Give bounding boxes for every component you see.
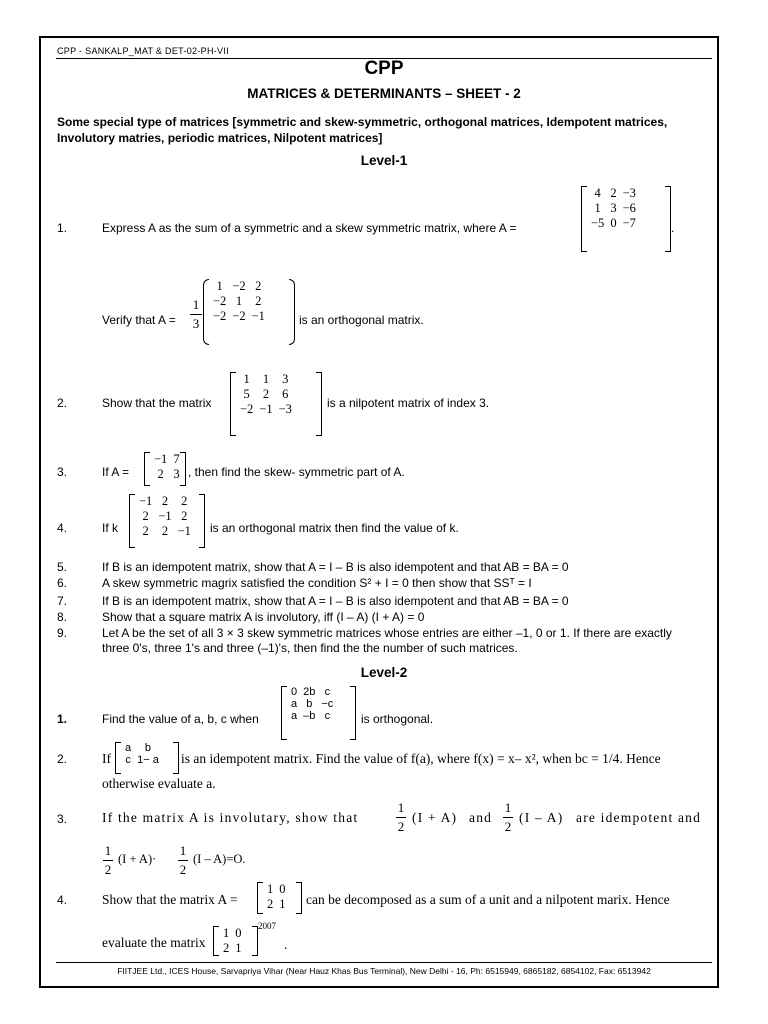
matrix-entry: 1 (279, 897, 286, 911)
question-text: If (102, 751, 111, 766)
matrix-entry: −5 (591, 216, 605, 230)
question-text-end: , then find the skew- symmetric part of A. (188, 465, 405, 479)
matrix-entry: 2 (157, 467, 164, 481)
matrix-entry: −1 (251, 309, 265, 323)
matrix-entry: 1− a (137, 754, 159, 766)
question-text: Find the value of a, b, c when (102, 712, 259, 726)
sheet-title: MATRICES & DETERMINANTS – SHEET - 2 (247, 86, 521, 101)
matrix (115, 742, 179, 774)
matrix-entry: 0 (235, 926, 242, 940)
question-number: 9. (57, 626, 68, 640)
question-number: 4. (57, 893, 68, 907)
matrix-entry: 3 (173, 467, 180, 481)
punctuation: . (284, 937, 288, 952)
matrix (144, 452, 186, 486)
matrix-entry: −2 (232, 309, 246, 323)
matrix-entry: −c (321, 698, 334, 710)
matrix-entry: c (324, 686, 331, 698)
matrix-entry: a (125, 742, 132, 754)
matrix (230, 372, 322, 436)
question-text-end: is orthogonal. (361, 712, 434, 726)
question-text: If B is an idempotent matrix, show that A = I – B is also idempotent and that AB = BA = 0 (102, 560, 569, 574)
matrix-entry: −2 (232, 279, 246, 293)
question-number: 4. (57, 521, 68, 535)
matrix-entry: 1 (235, 941, 242, 955)
conjunction: and (469, 810, 493, 825)
matrix-entry: 3 (610, 201, 617, 215)
question-text-end: is a nilpotent matrix of index 3. (327, 396, 490, 410)
matrix-entry: a (291, 710, 298, 722)
question-text: can be decomposed as a sum of a unit and a nilpotent marix. Hence (306, 892, 670, 907)
matrix-entry: −1 (139, 494, 153, 508)
matrix-entry: 2 (262, 387, 270, 401)
question-text-end: is an orthogonal matrix. (299, 313, 424, 327)
matrix-entry: −2 (213, 294, 227, 308)
matrix-entry: 0 (279, 882, 286, 896)
matrix-entry: −1 (154, 452, 168, 466)
matrix (203, 279, 295, 345)
matrix-entry: b (144, 742, 152, 754)
level-2-heading: Level-2 (360, 665, 408, 680)
question-number: 7. (57, 594, 68, 608)
matrix-entry: 2 (255, 279, 262, 293)
question-text: Verify that A = (102, 313, 176, 327)
question-text: If k (102, 521, 119, 535)
fraction: 1 3 (190, 297, 202, 332)
expression: (I – A) (519, 810, 564, 825)
matrix-entry: 2 (255, 294, 262, 308)
matrix-entry: 4 (594, 186, 601, 200)
matrix (213, 926, 258, 956)
matrix-entry: a (291, 698, 298, 710)
matrix-entry: −6 (622, 201, 636, 215)
matrix-entry: −1 (158, 509, 172, 523)
matrix-entry: 6 (282, 387, 289, 401)
question-text: Show that a square matrix A is involutory, iff (I – A) (I + A) = 0 (102, 610, 425, 624)
matrix (129, 494, 205, 548)
question-text: Show that the matrix A = (102, 892, 238, 907)
question-text: A skew symmetric magrix satisfied the condition S² + I = 0 then show that SSᵀ = I (102, 576, 532, 590)
matrix-entry: −2 (240, 402, 254, 416)
question-text: If the matrix A is involutary, show that (102, 810, 359, 825)
matrix-entry: 3 (282, 372, 289, 386)
question-text: Let A be the set of all 3 × 3 skew symmetric matrices whose entries are either –1, 0 or 1. If there are exactly (102, 626, 672, 640)
question-number: 6. (57, 576, 68, 590)
question-text: is an idempotent matrix. Find the value of f(a), where f(x) = x– x², when bc = 1/4. Hence (181, 751, 661, 766)
matrix-entry: 2 (161, 524, 169, 538)
matrix-entry: 2 (142, 509, 149, 523)
footer-rule (56, 962, 712, 963)
matrix-entry: 2 (267, 897, 274, 911)
question-number: 2. (57, 396, 68, 410)
matrix (281, 686, 356, 740)
matrix-entry: −7 (622, 216, 636, 230)
fraction: 1 2 (397, 800, 405, 834)
matrix-entry: b (306, 698, 313, 710)
matrix-entry: −1 (259, 402, 273, 416)
question-number: 3. (57, 465, 68, 479)
matrix-entry: c (125, 754, 131, 766)
punctuation: . (671, 221, 675, 235)
matrix-entry: −1 (177, 524, 191, 538)
matrix-entry: 1 (594, 201, 601, 215)
expression: (I – A)=O. (193, 852, 246, 866)
question-text: If A = (102, 465, 130, 479)
matrix-entry: −3 (622, 186, 636, 200)
fraction: 1 2 (104, 843, 112, 877)
matrix-entry: 2 (610, 186, 617, 200)
matrix (581, 186, 671, 252)
expression: (I + A) (412, 810, 458, 825)
matrix-entry: 1 (243, 372, 250, 386)
question-text: evaluate the matrix (102, 935, 206, 950)
matrix-entry: 1 (216, 279, 223, 293)
matrix-entry: 2 (223, 941, 230, 955)
question-text: three 0's, three 1's and three (–1)'s, then find the the number of such matrices. (102, 641, 518, 655)
expression: (I + A)· (118, 852, 157, 866)
matrix-entry: −2 (213, 309, 227, 323)
matrix-entry: −3 (278, 402, 292, 416)
question-text-end: is an orthogonal matrix then find the value of k. (210, 521, 459, 535)
fraction: 1 2 (504, 800, 512, 834)
matrix-entry: 2 (161, 494, 169, 508)
matrix-entry: c (324, 710, 331, 722)
sheet-code: CPP - SANKALP_MAT & DET-02-PH-VII (57, 46, 229, 56)
matrix-entry: 1 (262, 372, 270, 386)
matrix-entry: 0 (610, 216, 617, 230)
matrix-entry: 5 (243, 387, 250, 401)
page-title: CPP (364, 58, 404, 79)
fraction: 1 2 (179, 843, 187, 877)
exponent: 2007 (258, 921, 276, 931)
question-number: 1. (57, 221, 68, 235)
question-text: Express A as the sum of a symmetric and a skew symmetric matrix, where A = (102, 221, 517, 235)
question-number: 8. (57, 610, 68, 624)
footer-address: FIITJEE Ltd., ICES House, Sarvapriya Vihar (Near Hauz Khas Bus Terminal), New Delhi - 16, Ph: 6515949, 6865182, 6854102, Fax: 6513942 (117, 966, 651, 976)
matrix-entry: 1 (267, 882, 274, 896)
question-text: are idempotent and (576, 810, 702, 825)
matrix (257, 882, 302, 914)
question-number: 5. (57, 560, 68, 574)
question-text: otherwise evaluate a. (102, 776, 216, 791)
question-number: 2. (57, 752, 68, 766)
matrix-entry: 1 (235, 294, 243, 308)
matrix-entry: 0 (291, 686, 298, 698)
intro-text: Some special type of matrices [symmetric and skew-symmetric, orthogonal matrices, Idempotent matrices, Involutory matries, periodic matrices, Nilpotent matrices] (57, 115, 668, 145)
level-1-heading: Level-1 (360, 153, 408, 168)
question-text: If B is an idempotent matrix, show that A = I – B is also idempotent and that AB = BA = 0 (102, 594, 569, 608)
question-number: 1. (57, 712, 68, 726)
question-number: 3. (57, 812, 68, 826)
matrix-entry: 2b (303, 686, 316, 698)
matrix-entry: 7 (173, 452, 180, 466)
matrix-entry: 2 (142, 524, 149, 538)
matrix-entry: 2 (181, 494, 188, 508)
matrix-entry: –b (303, 710, 316, 722)
matrix-entry: 1 (223, 926, 230, 940)
question-text: Show that the matrix (102, 396, 212, 410)
matrix-entry: 2 (181, 509, 188, 523)
